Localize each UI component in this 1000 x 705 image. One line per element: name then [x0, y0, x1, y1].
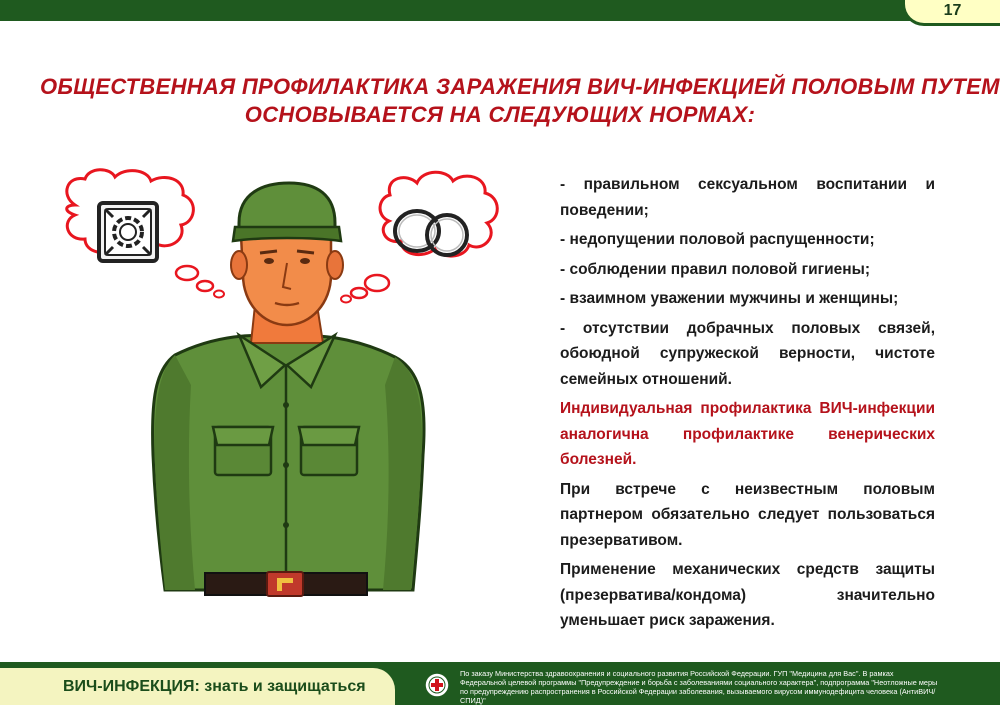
individual-prevention: Индивидуальная профилактика ВИЧ-инфекции аналогична профилактике венерических болезней. [560, 400, 935, 468]
barbed-wire-icon [99, 203, 157, 261]
norm-item: - отсутствии добрачных половых связей, обоюдной супружеской верности, чистоте семейных отношений. [560, 319, 935, 388]
footer-title: ВИЧ-ИНФЕКЦИЯ: знать и защищаться [63, 678, 366, 695]
top-bar [0, 0, 1000, 21]
norm-item: - соблюдении правил половой гигиены; [560, 260, 870, 278]
right-thought-cloud [341, 172, 497, 302]
main-text [560, 172, 935, 638]
footer-note: По заказу Министерства здравоохранения и социального развития Российской Федерации. ГУП "Медицина для Вас". В рамках Федеральной целевой программы "Предупреждение и борьба с заболеваниями социального характера", подпрограмма "Неотложные меры по предупреждению распространения в Российской Федерации заболевания, вызываемого вирусом иммунодефицита человека (АнтиВИЧ/СПИД)" [460, 669, 938, 705]
red-cross-logo-icon [424, 672, 450, 698]
page-number: 17 [902, 0, 1000, 26]
norm-item: - взаимном уважении мужчины и женщины; [560, 290, 899, 307]
soldier-illustration [55, 165, 515, 620]
norm-item: - правильном сексуальном воспитании и поведении; [560, 176, 935, 219]
advice-paragraph: Применение механических средств защиты (презерватива/кондома) значительно уменьшает риск заражения. [560, 561, 935, 629]
advice-paragraph: При встрече с неизвестным половым партнером обязательно следует пользоваться презервативом. [560, 480, 935, 549]
title-line-1: ОБЩЕСТВЕННАЯ ПРОФИЛАКТИКА ЗАРАЖЕНИЯ ВИЧ-ИНФЕКЦИЕЙ ПОЛОВЫМ ПУТЕМ [40, 74, 1000, 99]
page-title [40, 73, 1000, 129]
soldier [153, 183, 425, 596]
norm-item: - недопущении половой распущенности; [560, 231, 875, 248]
title-line-2: ОСНОВЫВАЕТСЯ НА СЛЕДУЮЩИХ НОРМАХ: [244, 102, 756, 127]
